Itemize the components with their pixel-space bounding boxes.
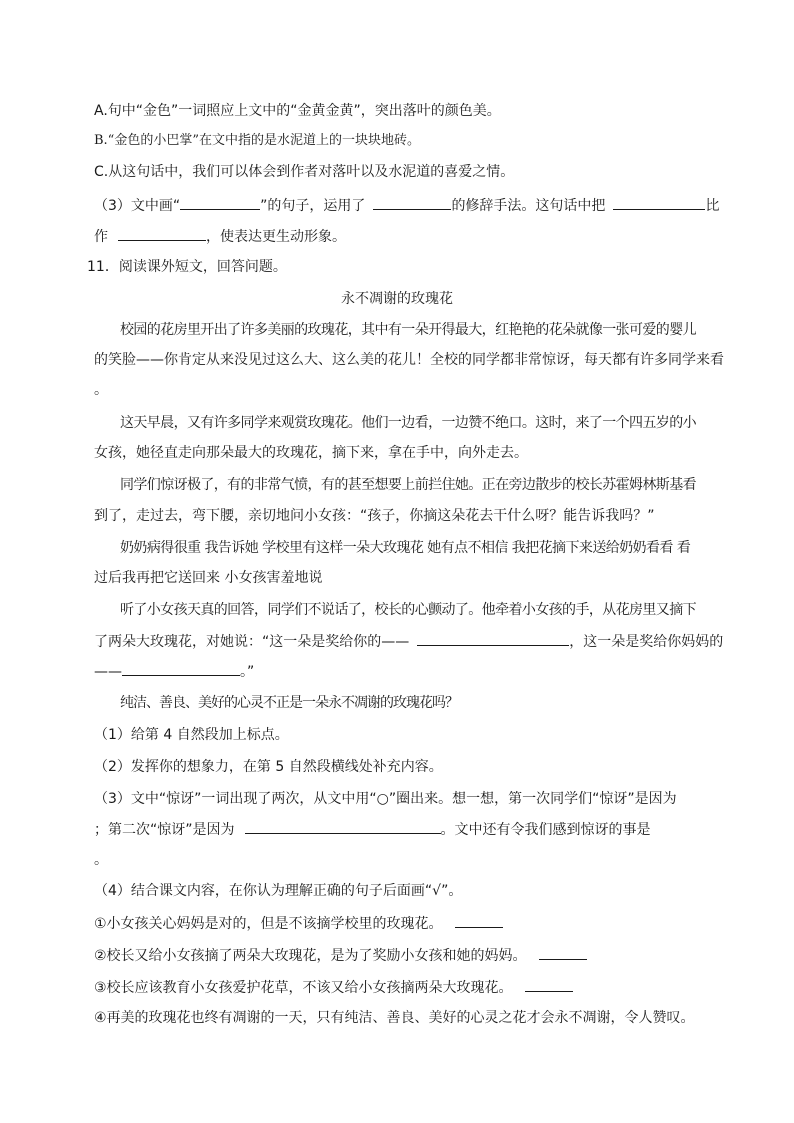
sub-question-3-line-3: 。 xyxy=(94,852,108,868)
paragraph-2-line-2: 女孩，她径直走向那朵最大的玫瑰花，摘下来，拿在手中，向外走去。 xyxy=(94,445,528,461)
q3-text-3: 的修辞手法。这句话中把 xyxy=(451,198,606,214)
answer-blank[interactable] xyxy=(373,195,451,210)
sq3-text-b: 。文中还有令我们感到惊讶的事是 xyxy=(440,822,651,838)
q3-text-6: ，使表达更生动形象。 xyxy=(206,229,346,245)
statement-2 xyxy=(94,945,724,966)
answer-blank[interactable] xyxy=(417,631,569,646)
paragraph-4-line-1: 奶奶病得很重 我告诉她 学校里有这样一朵大玫瑰花 她有点不相信 我把花摘下来送给奶奶看看 看 xyxy=(120,540,691,556)
question-3-prev-line2 xyxy=(94,226,724,247)
option-a: A.句中“金色”一词照应上文中的“金黄金黄”，突出落叶的颜色美。 xyxy=(94,103,501,119)
sub-question-3-line-1: （3）文中“惊讶”一词出现了两次，从文中用“○”圈出来。想一想，第一次同学们“惊讶”是因为 xyxy=(94,791,677,807)
q3-text-4: 比 xyxy=(705,198,720,214)
sub-question-1: （1）给第 4 自然段加上标点。 xyxy=(94,727,289,743)
statement-4: ④再美的玫瑰花也终有凋谢的一天，只有纯洁、善良、美好的心灵之花才会永不凋谢，令人赞叹。 xyxy=(94,1010,695,1026)
sub-question-3-line-2 xyxy=(94,819,724,840)
statement-3 xyxy=(94,977,724,998)
answer-blank[interactable] xyxy=(245,819,441,834)
paragraph-1-line-2: 的笑脸——你肯定从来没见过这么大、这么美的花儿！全校的同学都非常惊讶，每天都有许多同学来看 xyxy=(94,352,724,368)
q3-text-5: 作 xyxy=(94,229,108,245)
sq3-text-a: ；第二次“惊讶”是因为 xyxy=(94,822,235,838)
question-11-heading: 11．阅读课外短文，回答问题。 xyxy=(87,259,287,275)
answer-blank[interactable] xyxy=(455,913,503,928)
statement-1 xyxy=(94,913,724,934)
p5-text-c: —— xyxy=(94,664,122,680)
p5-text-b: ，这一朵是奖给你妈妈的 xyxy=(569,634,724,650)
question-3-prev-line1 xyxy=(94,195,724,216)
q3-text-2: ”的句子，运用了 xyxy=(260,198,366,214)
q3-text-1: （3）文中画“ xyxy=(94,198,181,214)
paragraph-5-line-1: 听了小女孩天真的回答，同学们不说话了，校长的心颤动了。他牵着小女孩的手，从花房里又摘下 xyxy=(120,602,696,618)
paragraph-4-line-2: 过后我再把它送回来 小女孩害羞地说 xyxy=(94,570,323,586)
sub-question-2: （2）发挥你的想象力，在第 5 自然段横线处补充内容。 xyxy=(94,759,443,775)
answer-blank[interactable] xyxy=(539,945,587,960)
answer-blank[interactable] xyxy=(122,661,240,676)
option-c: C.从这句话中，我们可以体会到作者对落叶以及水泥道的喜爱之情。 xyxy=(94,164,515,180)
paragraph-3-line-1: 同学们惊讶极了，有的非常气愤，有的甚至想要上前拦住她。正在旁边散步的校长苏霍姆林斯基看 xyxy=(120,477,696,493)
p5-text-d: 。” xyxy=(240,664,255,680)
sub-question-4: （4）结合课文内容，在你认为理解正确的句子后面画“√”。 xyxy=(94,883,463,899)
p5-text-a: 了两朵大玫瑰花，对她说：“这一朵是奖给你的—— xyxy=(94,634,410,650)
statement-2-text: ②校长又给小女孩摘了两朵大玫瑰花，是为了奖励小女孩和她的妈妈。 xyxy=(94,948,527,964)
statement-3-text: ③校长应该教育小女孩爱护花草，不该又给小女孩摘两朵大玫瑰花。 xyxy=(94,980,513,996)
answer-blank[interactable] xyxy=(525,977,573,992)
answer-blank[interactable] xyxy=(118,226,206,241)
answer-blank[interactable] xyxy=(613,195,705,210)
paragraph-2-line-1: 这天早晨，又有许多同学来观赏玫瑰花。他们一边看，一边赞不绝口。这时，来了一个四五岁的小 xyxy=(120,415,696,431)
paragraph-1-line-3: 。 xyxy=(94,382,108,398)
passage-title: 永不凋谢的玫瑰花 xyxy=(341,291,453,307)
paragraph-5-line-3 xyxy=(94,661,724,682)
paragraph-3-line-2: 到了，走过去，弯下腰，亲切地问小女孩：“孩子，你摘这朵花去干什么呀？能告诉我吗？” xyxy=(94,508,655,524)
paragraph-5-line-2 xyxy=(94,631,724,652)
option-b: B.“金色的小巴掌”在文中指的是水泥道上的一块块地砖。 xyxy=(94,133,420,148)
answer-blank[interactable] xyxy=(180,195,260,210)
paragraph-1-line-1: 校园的花房里开出了许多美丽的玫瑰花，其中有一朵开得最大，红艳艳的花朵就像一张可爱的婴儿 xyxy=(120,322,696,338)
statement-1-text: ①小女孩关心妈妈是对的，但是不该摘学校里的玫瑰花。 xyxy=(94,916,443,932)
paragraph-6: 纯洁、善良、美好的心灵不正是一朵永不凋谢的玫瑰花吗？ xyxy=(120,695,458,711)
